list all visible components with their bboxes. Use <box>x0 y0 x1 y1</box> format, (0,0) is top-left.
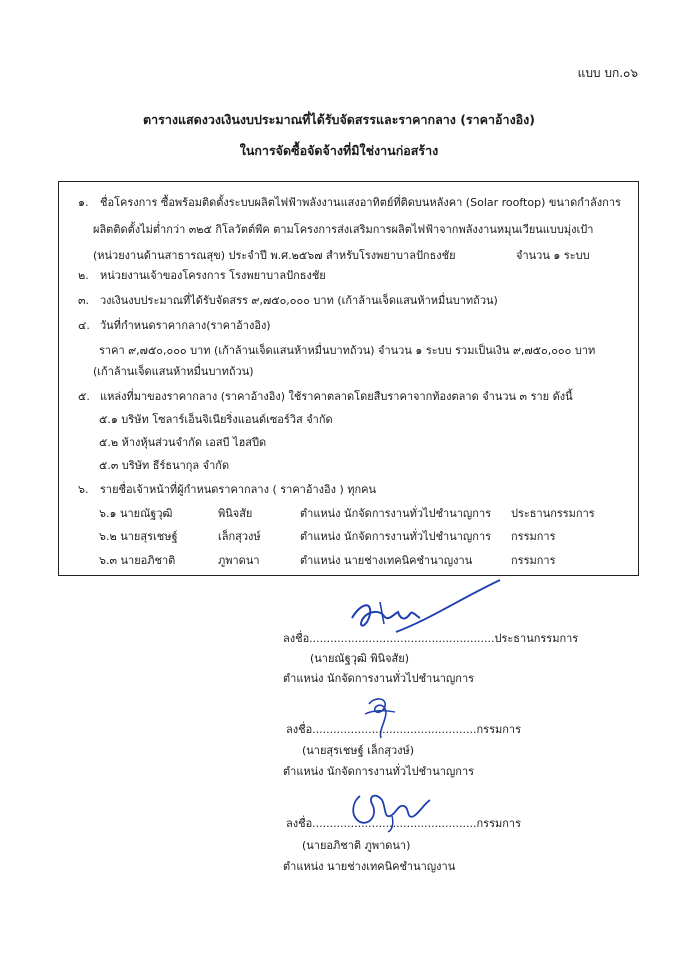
form-code: แบบ บก.๐๖ <box>577 66 638 80</box>
item-4-number: ๔. <box>78 319 90 332</box>
item-5-2: ๕.๒ ห้างหุ้นส่วนจำกัด เอสบี ไฮสปีด <box>99 436 267 449</box>
committee-2-role: กรรมการ <box>511 530 556 543</box>
signature-2-position: ตำแหน่ง นักจัดการงานทั่วไปชำนาญการ <box>283 765 475 778</box>
item-2-text: หน่วยงานเจ้าของโครงการ โรงพยาบาลปักธงชัย <box>100 269 326 282</box>
signature-1-line: ลงชื่อ.....................................................ประธานกรรมการ <box>283 632 579 645</box>
signature-3-name: (นายอภิชาติ ภูพาดนา) <box>302 839 411 852</box>
signature-1-name: (นายณัฐวุฒิ พินิจสัย) <box>310 652 409 665</box>
signature-2-name: (นายสุรเชษฐ์ เล็กสุวงษ์) <box>302 744 415 757</box>
committee-1-name: ๖.๑ นายณัฐวุฒิ <box>99 507 173 520</box>
committee-2-position: ตำแหน่ง นักจัดการงานทั่วไปชำนาญการ <box>300 530 492 543</box>
committee-3-surname: ภูพาดนา <box>218 554 260 567</box>
item-1-line-2: ผลิตติดตั้งไม่ต่ำกว่า ๓๒๕ กิโลวัตต์พีค ตามโครงการส่งเสริมการผลิตไฟฟ้าจากพลังงานหมุนเวียนแบบมุ่งเป้า <box>93 223 594 236</box>
signature-3-line: ลงชื่อ...............................................กรรมการ <box>286 817 521 830</box>
item-6-number: ๖. <box>78 483 89 496</box>
signature-1-position: ตำแหน่ง นักจัดการงานทั่วไปชำนาญการ <box>283 672 475 685</box>
item-1-line-3: (หน่วยงานด้านสาธารณสุข) ประจำปี พ.ศ.๒๕๖๗ สำหรับโรงพยาบาลปักธงชัย <box>93 249 456 262</box>
item-3-number: ๓. <box>78 294 90 307</box>
signature-2-line: ลงชื่อ...............................................กรรมการ <box>286 723 521 736</box>
committee-1-role: ประธานกรรมการ <box>511 507 595 520</box>
item-4-line-3: (เก้าล้านเจ็ดแสนห้าหมื่นบาทถ้วน) <box>93 365 254 378</box>
item-5-number: ๕. <box>78 390 90 403</box>
item-4-line-2: ราคา ๙,๗๕๐,๐๐๐ บาท (เก้าล้านเจ็ดแสนห้าหมื่นบาทถ้วน) จำนวน ๑ ระบบ รวมเป็นเงิน ๙,๗๕๐,๐๐๐ บาท <box>99 344 596 357</box>
committee-2-name: ๖.๒ นายสุรเชษฐ์ <box>99 530 178 543</box>
page-subtitle: ในการจัดซื้อจัดจ้างที่มิใช่งานก่อสร้าง <box>239 143 439 158</box>
item-1-quantity: จำนวน ๑ ระบบ <box>516 249 590 262</box>
item-6-text: รายชื่อเจ้าหน้าที่ผู้กำหนดราคากลาง ( ราคาอ้างอิง ) ทุกคน <box>100 483 377 496</box>
committee-1-position: ตำแหน่ง นักจัดการงานทั่วไปชำนาญการ <box>300 507 492 520</box>
committee-1-surname: พินิจสัย <box>218 507 253 520</box>
item-5-3: ๕.๓ บริษัท ธีร์ธนากุล จำกัด <box>99 459 230 472</box>
committee-3-role: กรรมการ <box>511 554 556 567</box>
item-4-text: วันที่กำหนดราคากลาง(ราคาอ้างอิง) <box>100 319 271 332</box>
committee-3-position: ตำแหน่ง นายช่างเทคนิคชำนาญงาน <box>300 554 473 567</box>
committee-3-name: ๖.๓ นายอภิชาติ <box>99 554 176 567</box>
item-5-1: ๕.๑ บริษัท โซลาร์เอ็นจิเนียริ่งแอนด์เซอร์วิส จำกัด <box>99 413 333 426</box>
committee-2-surname: เล็กสุวงษ์ <box>218 530 261 543</box>
signature-3-position: ตำแหน่ง นายช่างเทคนิคชำนาญงาน <box>283 860 456 873</box>
item-5-text: แหล่งที่มาของราคากลาง (ราคาอ้างอิง) ใช้ราคาตลาดโดยสืบราคาจากท้องตลาด จำนวน ๓ ราย ดังนี้ <box>100 390 573 403</box>
item-1-line-1: ชื่อโครงการ ซื้อพร้อมติดตั้งระบบผลิตไฟฟ้าพลังงานแสงอาทิตย์ที่ติดบนหลังคา (Solar rooftop) ขนาดกำลังการ <box>100 196 621 209</box>
item-3-text: วงเงินงบประมาณที่ได้รับจัดสรร ๙,๗๕๐,๐๐๐ บาท (เก้าล้านเจ็ดแสนห้าหมื่นบาทถ้วน) <box>100 294 498 307</box>
page-title: ตารางแสดงวงเงินงบประมาณที่ได้รับจัดสรรและราคากลาง (ราคาอ้างอิง) <box>143 112 535 127</box>
item-2-number: ๒. <box>78 269 89 282</box>
item-1-number: ๑. <box>78 196 89 209</box>
